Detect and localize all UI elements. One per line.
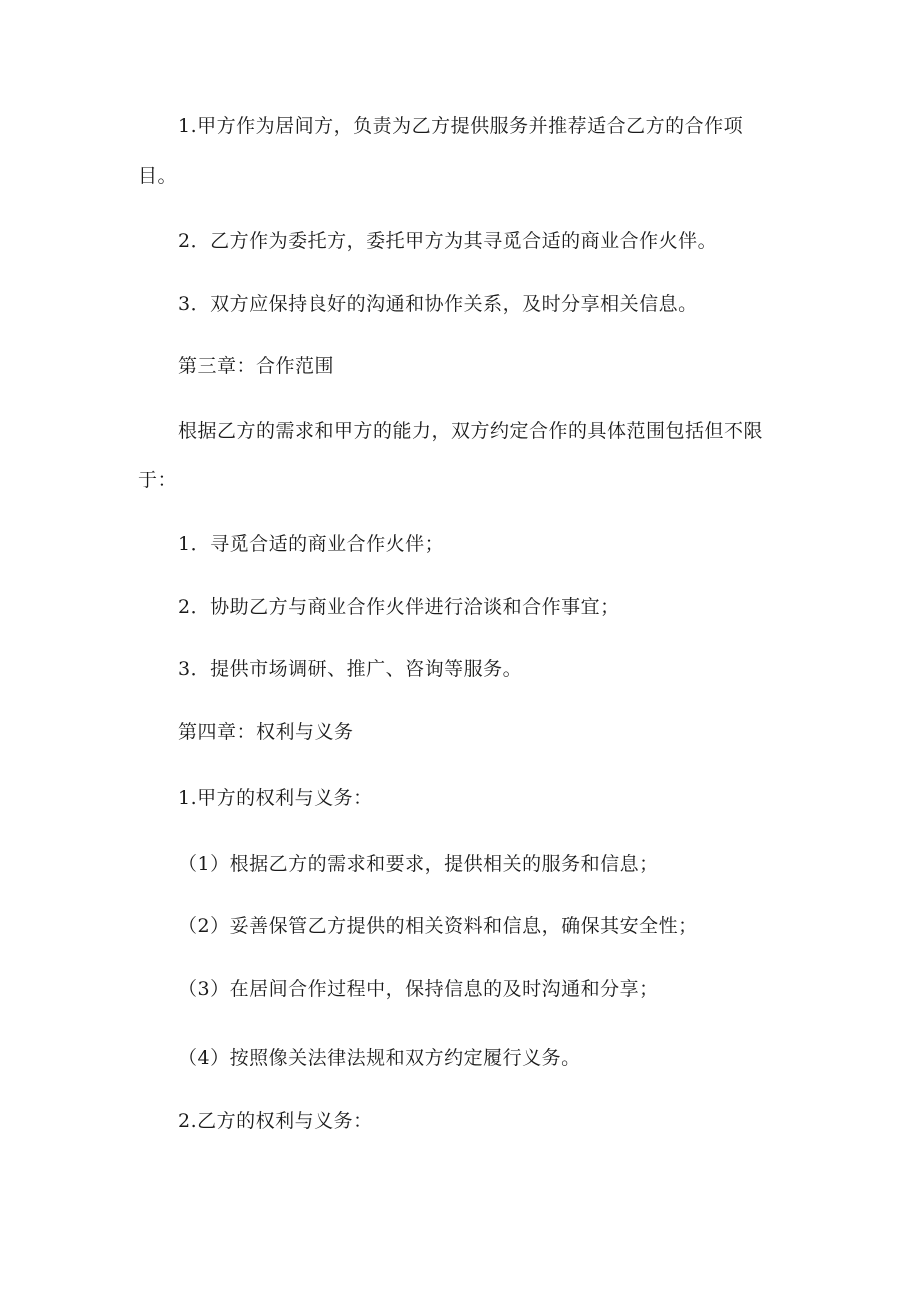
paragraph-1-line-2: 目。 (138, 165, 178, 187)
chapter-4-title: 第四章：权利与义务 (178, 721, 354, 743)
chapter-4-party-a-item-4: （4）按照像关法律法规和双方约定履行义务。 (178, 1047, 581, 1069)
chapter-3-item-2: 2．协助乙方与商业合作火伴进行洽谈和合作事宜； (178, 596, 620, 618)
chapter-3-title: 第三章：合作范围 (178, 355, 335, 377)
chapter-4-party-a-item-2: （2）妥善保管乙方提供的相关资料和信息，确保其安全性； (178, 915, 698, 937)
paragraph-2: 2．乙方作为委托方，委托甲方为其寻觅合适的商业合作火伴。 (178, 230, 718, 252)
chapter-4-party-a-item-1: （1）根据乙方的需求和要求，提供相关的服务和信息； (178, 853, 659, 875)
chapter-3-intro-line-2: 于： (138, 469, 178, 491)
chapter-4-party-a-heading: 1.甲方的权利与义务： (178, 787, 373, 809)
chapter-3-intro-line-1: 根据乙方的需求和甲方的能力，双方约定合作的具体范围包括但不限 (178, 420, 764, 442)
chapter-3-item-3: 3．提供市场调研、推广、咨询等服务。 (178, 658, 523, 680)
chapter-3-item-1: 1．寻觅合适的商业合作火伴； (178, 533, 445, 555)
paragraph-1-line-1: 1.甲方作为居间方，负责为乙方提供服务并推荐适合乙方的合作项 (178, 115, 744, 137)
chapter-4-party-a-item-3: （3）在居间合作过程中，保持信息的及时沟通和分享； (178, 978, 659, 1000)
paragraph-3: 3．双方应保持良好的沟通和协作关系，及时分享相关信息。 (178, 293, 698, 315)
chapter-4-party-b-heading: 2.乙方的权利与义务： (178, 1110, 373, 1132)
